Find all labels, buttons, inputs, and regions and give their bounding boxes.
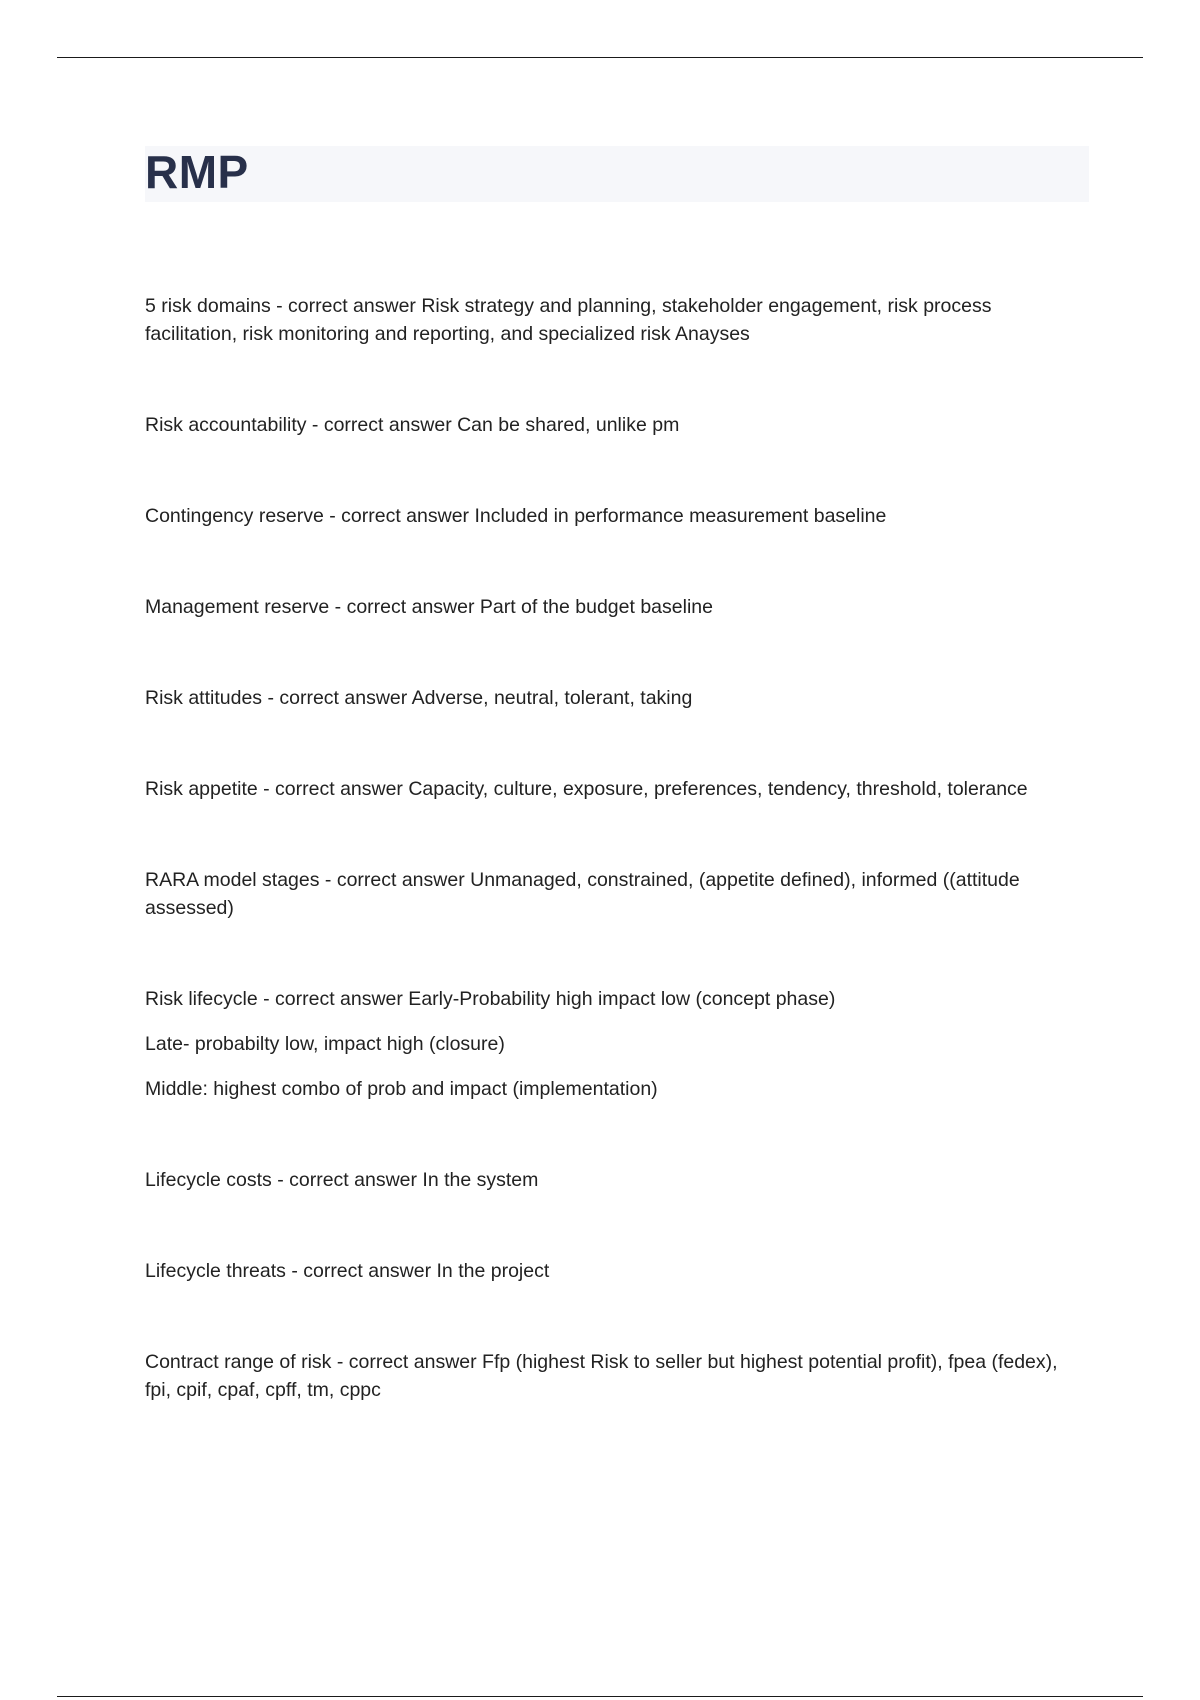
qa-text: Contingency reserve - correct answer Included in performance measurement baseline (145, 505, 887, 527)
title-band (145, 146, 1089, 202)
qa-text-continuation: Middle: highest combo of prob and impact (implementation) (145, 1078, 658, 1100)
qa-entry-management-reserve (145, 593, 1085, 621)
qa-entry-risk-attitudes (145, 684, 1085, 712)
qa-entry-risk-domains (145, 292, 1085, 348)
qa-entry-contract-range (145, 1348, 1085, 1404)
qa-entry-lifecycle-threats (145, 1257, 1085, 1285)
qa-text: Risk appetite - correct answer Capacity, culture, exposure, preferences, tendency, threshold, tolerance (145, 778, 1028, 800)
qa-entry-risk-lifecycle (145, 985, 1085, 1103)
qa-entry-rara-model (145, 866, 1085, 922)
qa-entry-risk-accountability (145, 411, 1085, 439)
qa-text: 5 risk domains - correct answer Risk strategy and planning, stakeholder engagement, risk process facilitation, risk monitoring and reporting, and specialized risk Anayses (145, 295, 992, 345)
qa-text: Lifecycle threats - correct answer In the project (145, 1260, 550, 1282)
qa-text: Contract range of risk - correct answer Ffp (highest Risk to seller but highest potential profit), fpea (fedex), fpi, cpif, cpaf, cpff, tm, cppc (145, 1351, 1058, 1401)
qa-entry-lifecycle-costs (145, 1166, 1085, 1194)
qa-text: Lifecycle costs - correct answer In the system (145, 1169, 539, 1191)
bottom-rule (57, 1696, 1143, 1697)
qa-text: Risk attitudes - correct answer Adverse, neutral, tolerant, taking (145, 687, 693, 709)
qa-entry-risk-appetite (145, 775, 1085, 803)
page-title: RMP (145, 146, 249, 198)
qa-text: Risk lifecycle - correct answer Early-Probability high impact low (concept phase) (145, 988, 836, 1010)
qa-text: Management reserve - correct answer Part of the budget baseline (145, 596, 713, 618)
top-rule (57, 57, 1143, 58)
qa-list (145, 292, 1085, 1467)
qa-text-continuation: Late- probabilty low, impact high (closure) (145, 1033, 505, 1055)
qa-text: Risk accountability - correct answer Can be shared, unlike pm (145, 414, 680, 436)
qa-entry-contingency-reserve (145, 502, 1085, 530)
qa-text: RARA model stages - correct answer Unmanaged, constrained, (appetite defined), informed ((attitude assessed) (145, 869, 1020, 919)
